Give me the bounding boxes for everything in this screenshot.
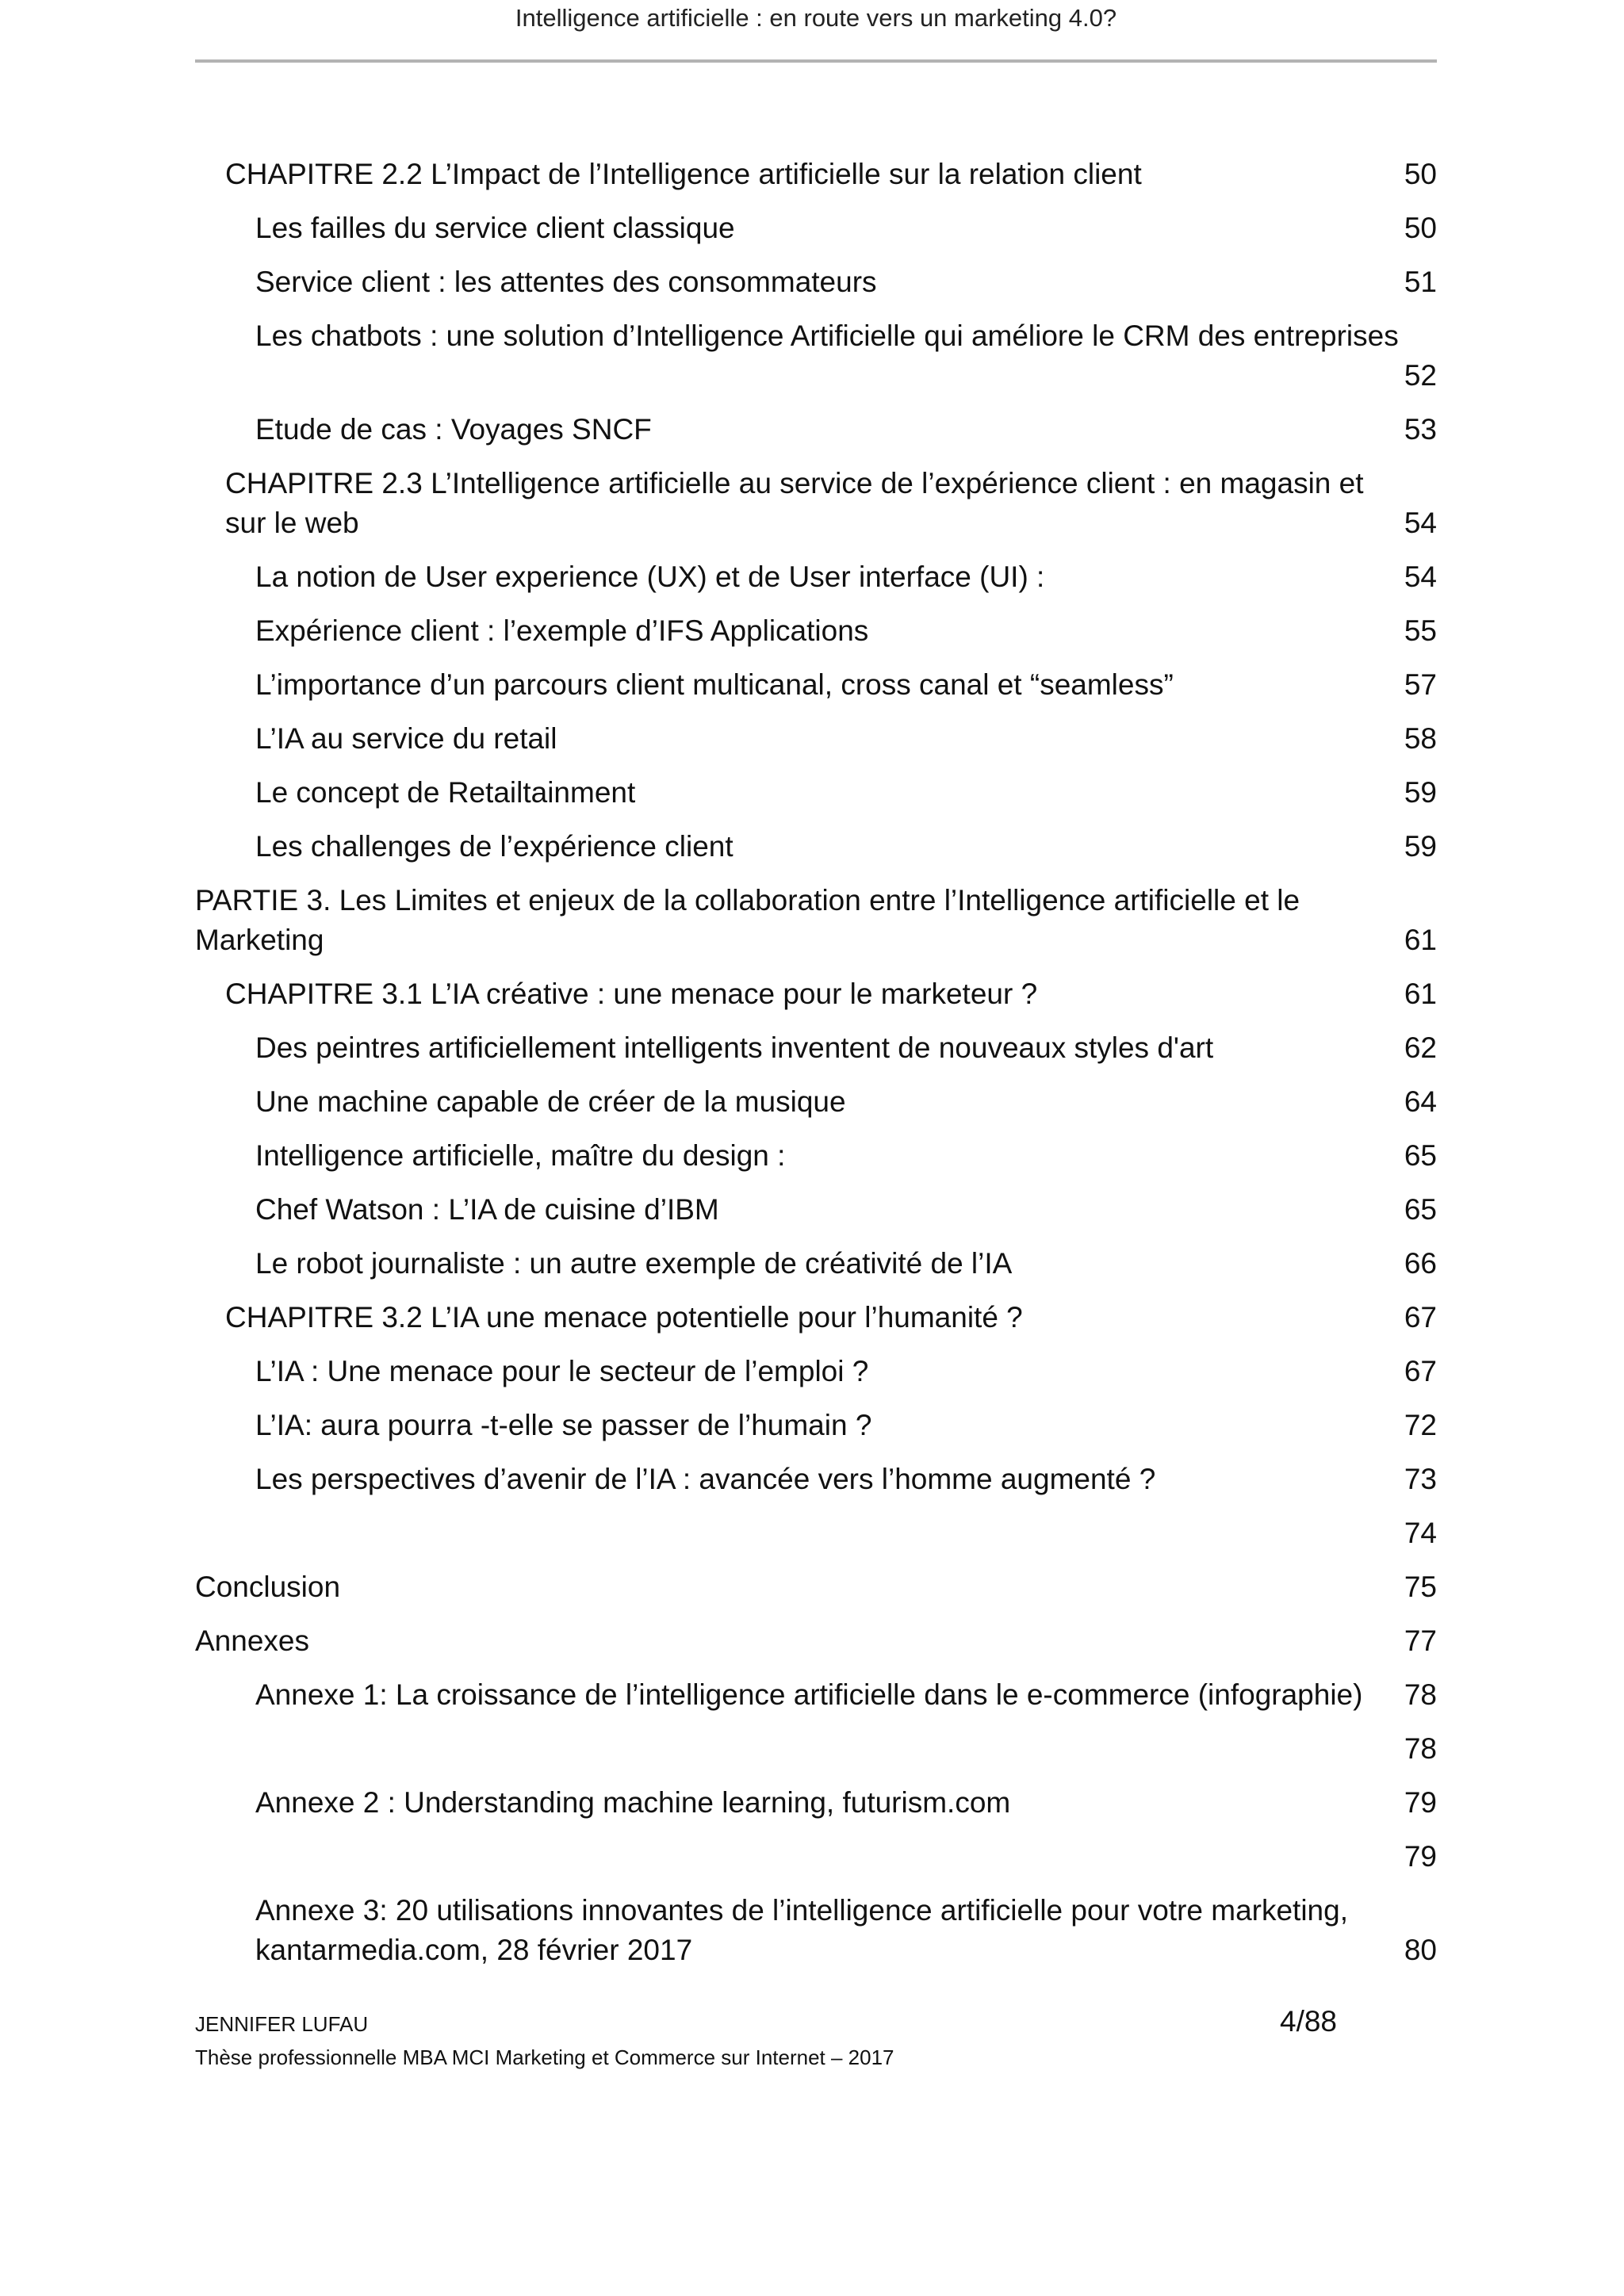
- toc-entry[interactable]: [195, 1776, 1437, 1830]
- toc-entry-title: Le concept de Retailtainment: [255, 776, 636, 809]
- toc-entry-page: 54: [1404, 507, 1437, 539]
- toc-entry-title: Des peintres artificiellement intelligents inventent de nouveaux styles d'art: [255, 1031, 1214, 1064]
- toc-entry-page: 80: [1404, 1934, 1437, 1966]
- toc-entry[interactable]: [195, 457, 1437, 550]
- toc-entry-title: Service client : les attentes des consommateurs: [255, 266, 877, 298]
- toc-entry[interactable]: [195, 1021, 1437, 1075]
- toc-entry-page: 75: [1404, 1571, 1437, 1603]
- toc-entry-page: 64: [1404, 1085, 1437, 1118]
- toc-entry-page: 73: [1404, 1463, 1437, 1495]
- toc-entry[interactable]: [195, 1560, 1437, 1614]
- toc-entry[interactable]: [195, 658, 1437, 712]
- toc-entry-title: Les perspectives d’avenir de l’IA : avancée vers l’homme augmenté ?: [255, 1463, 1156, 1495]
- toc-entry-title: Les chatbots : une solution d’Intelligence Artificielle qui améliore le CRM des entreprises: [255, 320, 1399, 352]
- toc-entry[interactable]: [195, 1506, 1437, 1560]
- toc-entry-title: La notion de User experience (UX) et de User interface (UI) :: [255, 561, 1045, 593]
- toc-entry-page: 52: [1404, 359, 1437, 392]
- toc-entry[interactable]: [195, 820, 1437, 874]
- toc-entry-page: 79: [1404, 1786, 1437, 1819]
- toc-entry-page: 72: [1404, 1409, 1437, 1441]
- toc-entry-page: 66: [1404, 1247, 1437, 1280]
- toc-entry-title: L’IA: aura pourra -t-elle se passer de l’humain ?: [255, 1409, 872, 1441]
- footer-thesis-title: Thèse professionnelle MBA MCI Marketing et Commerce sur Internet – 2017: [195, 2045, 894, 2069]
- toc-entry[interactable]: [195, 1722, 1437, 1776]
- toc-entry-page: 51: [1404, 266, 1437, 298]
- toc-entry[interactable]: [195, 712, 1437, 766]
- toc-entry-page: 65: [1404, 1193, 1437, 1226]
- toc-entry-title: Annexe 3: 20 utilisations innovantes de l’intelligence artificielle pour votre marketing, kantarmedia.com, 28 février 2017: [255, 1894, 1348, 1966]
- header-divider: [195, 59, 1437, 63]
- toc-entry-page: 67: [1404, 1301, 1437, 1334]
- toc-entry-title: Une machine capable de créer de la musique: [255, 1085, 846, 1118]
- toc-entry-title: Annexe 1: La croissance de l’intelligence artificielle dans le e-commerce (infographie): [255, 1678, 1363, 1711]
- toc-entry-page: 55: [1404, 614, 1437, 647]
- toc-entry-page: 61: [1404, 978, 1437, 1010]
- toc-entry-title: Le robot journaliste : un autre exemple de créativité de l’IA: [255, 1247, 1013, 1280]
- toc-entry-page: 50: [1404, 158, 1437, 190]
- toc-entry-title: Intelligence artificielle, maître du design :: [255, 1139, 786, 1172]
- toc-entry[interactable]: [195, 1830, 1437, 1884]
- toc-entry-title: Etude de cas : Voyages SNCF: [255, 413, 652, 446]
- footer-page-number: 4/88: [1280, 2005, 1338, 2038]
- table-of-contents: [195, 147, 1437, 1977]
- toc-entry[interactable]: [195, 1291, 1437, 1345]
- toc-entry[interactable]: [195, 1884, 1437, 1977]
- toc-entry[interactable]: [195, 309, 1437, 403]
- toc-entry-title: CHAPITRE 2.3 L’Intelligence artificielle au service de l’expérience client : en magasin et sur le web: [225, 467, 1364, 539]
- toc-entry-title: CHAPITRE 3.2 L’IA une menace potentielle pour l’humanité ?: [225, 1301, 1023, 1334]
- toc-entry[interactable]: [195, 255, 1437, 309]
- toc-entry-title: Chef Watson : L’IA de cuisine d’IBM: [255, 1193, 719, 1226]
- toc-entry-title: Annexe 2 : Understanding machine learning, futurism.com: [255, 1786, 1011, 1819]
- toc-entry-title: Expérience client : l’exemple d’IFS Applications: [255, 614, 869, 647]
- toc-entry-page: 65: [1404, 1139, 1437, 1172]
- toc-entry-page: 74: [1404, 1517, 1437, 1549]
- toc-entry-page: 58: [1404, 722, 1437, 755]
- toc-entry-page: 79: [1404, 1840, 1437, 1873]
- toc-entry-page: 77: [1404, 1624, 1437, 1657]
- toc-entry-title: Annexes: [195, 1624, 309, 1657]
- toc-entry-page: 78: [1404, 1678, 1437, 1711]
- toc-entry[interactable]: [195, 147, 1437, 201]
- toc-entry[interactable]: [195, 1614, 1437, 1668]
- toc-entry-title: PARTIE 3. Les Limites et enjeux de la collaboration entre l’Intelligence artificielle et le Marketing: [195, 884, 1300, 956]
- toc-entry-title: CHAPITRE 2.2 L’Impact de l’Intelligence artificielle sur la relation client: [225, 158, 1142, 190]
- toc-entry-title: L’IA au service du retail: [255, 722, 557, 755]
- toc-entry[interactable]: [195, 766, 1437, 820]
- toc-entry-page: 67: [1404, 1355, 1437, 1387]
- toc-entry[interactable]: [195, 1237, 1437, 1291]
- toc-entry-page: 62: [1404, 1031, 1437, 1064]
- toc-entry-title: L’IA : Une menace pour le secteur de l’emploi ?: [255, 1355, 869, 1387]
- toc-entry[interactable]: [195, 201, 1437, 255]
- toc-entry-title: Conclusion: [195, 1571, 341, 1603]
- toc-entry[interactable]: [195, 550, 1437, 604]
- toc-entry[interactable]: [195, 1129, 1437, 1183]
- toc-entry[interactable]: [195, 1668, 1437, 1722]
- toc-entry[interactable]: [195, 967, 1437, 1021]
- toc-entry-title: Les failles du service client classique: [255, 212, 735, 244]
- toc-entry[interactable]: [195, 604, 1437, 658]
- toc-entry[interactable]: [195, 403, 1437, 457]
- toc-entry-page: 54: [1404, 561, 1437, 593]
- toc-entry[interactable]: [195, 1452, 1437, 1506]
- toc-entry-page: 78: [1404, 1732, 1437, 1765]
- footer-author: JENNIFER LUFAU: [195, 2012, 369, 2036]
- toc-entry-title: CHAPITRE 3.1 L’IA créative : une menace pour le marketeur ?: [225, 978, 1038, 1010]
- toc-entry-page: 50: [1404, 212, 1437, 244]
- toc-entry-page: 61: [1404, 924, 1437, 956]
- toc-entry-title: Les challenges de l’expérience client: [255, 830, 733, 863]
- toc-entry[interactable]: [195, 874, 1437, 967]
- toc-entry-title: L’importance d’un parcours client multicanal, cross canal et “seamless”: [255, 668, 1174, 701]
- toc-entry[interactable]: [195, 1345, 1437, 1399]
- toc-entry-page: 57: [1404, 668, 1437, 701]
- running-header-title: Intelligence artificielle : en route vers un marketing 4.0?: [515, 4, 1117, 32]
- toc-entry-page: 53: [1404, 413, 1437, 446]
- toc-entry[interactable]: [195, 1183, 1437, 1237]
- toc-entry[interactable]: [195, 1075, 1437, 1129]
- toc-entry-page: 59: [1404, 776, 1437, 809]
- toc-entry[interactable]: [195, 1399, 1437, 1452]
- toc-entry-page: 59: [1404, 830, 1437, 863]
